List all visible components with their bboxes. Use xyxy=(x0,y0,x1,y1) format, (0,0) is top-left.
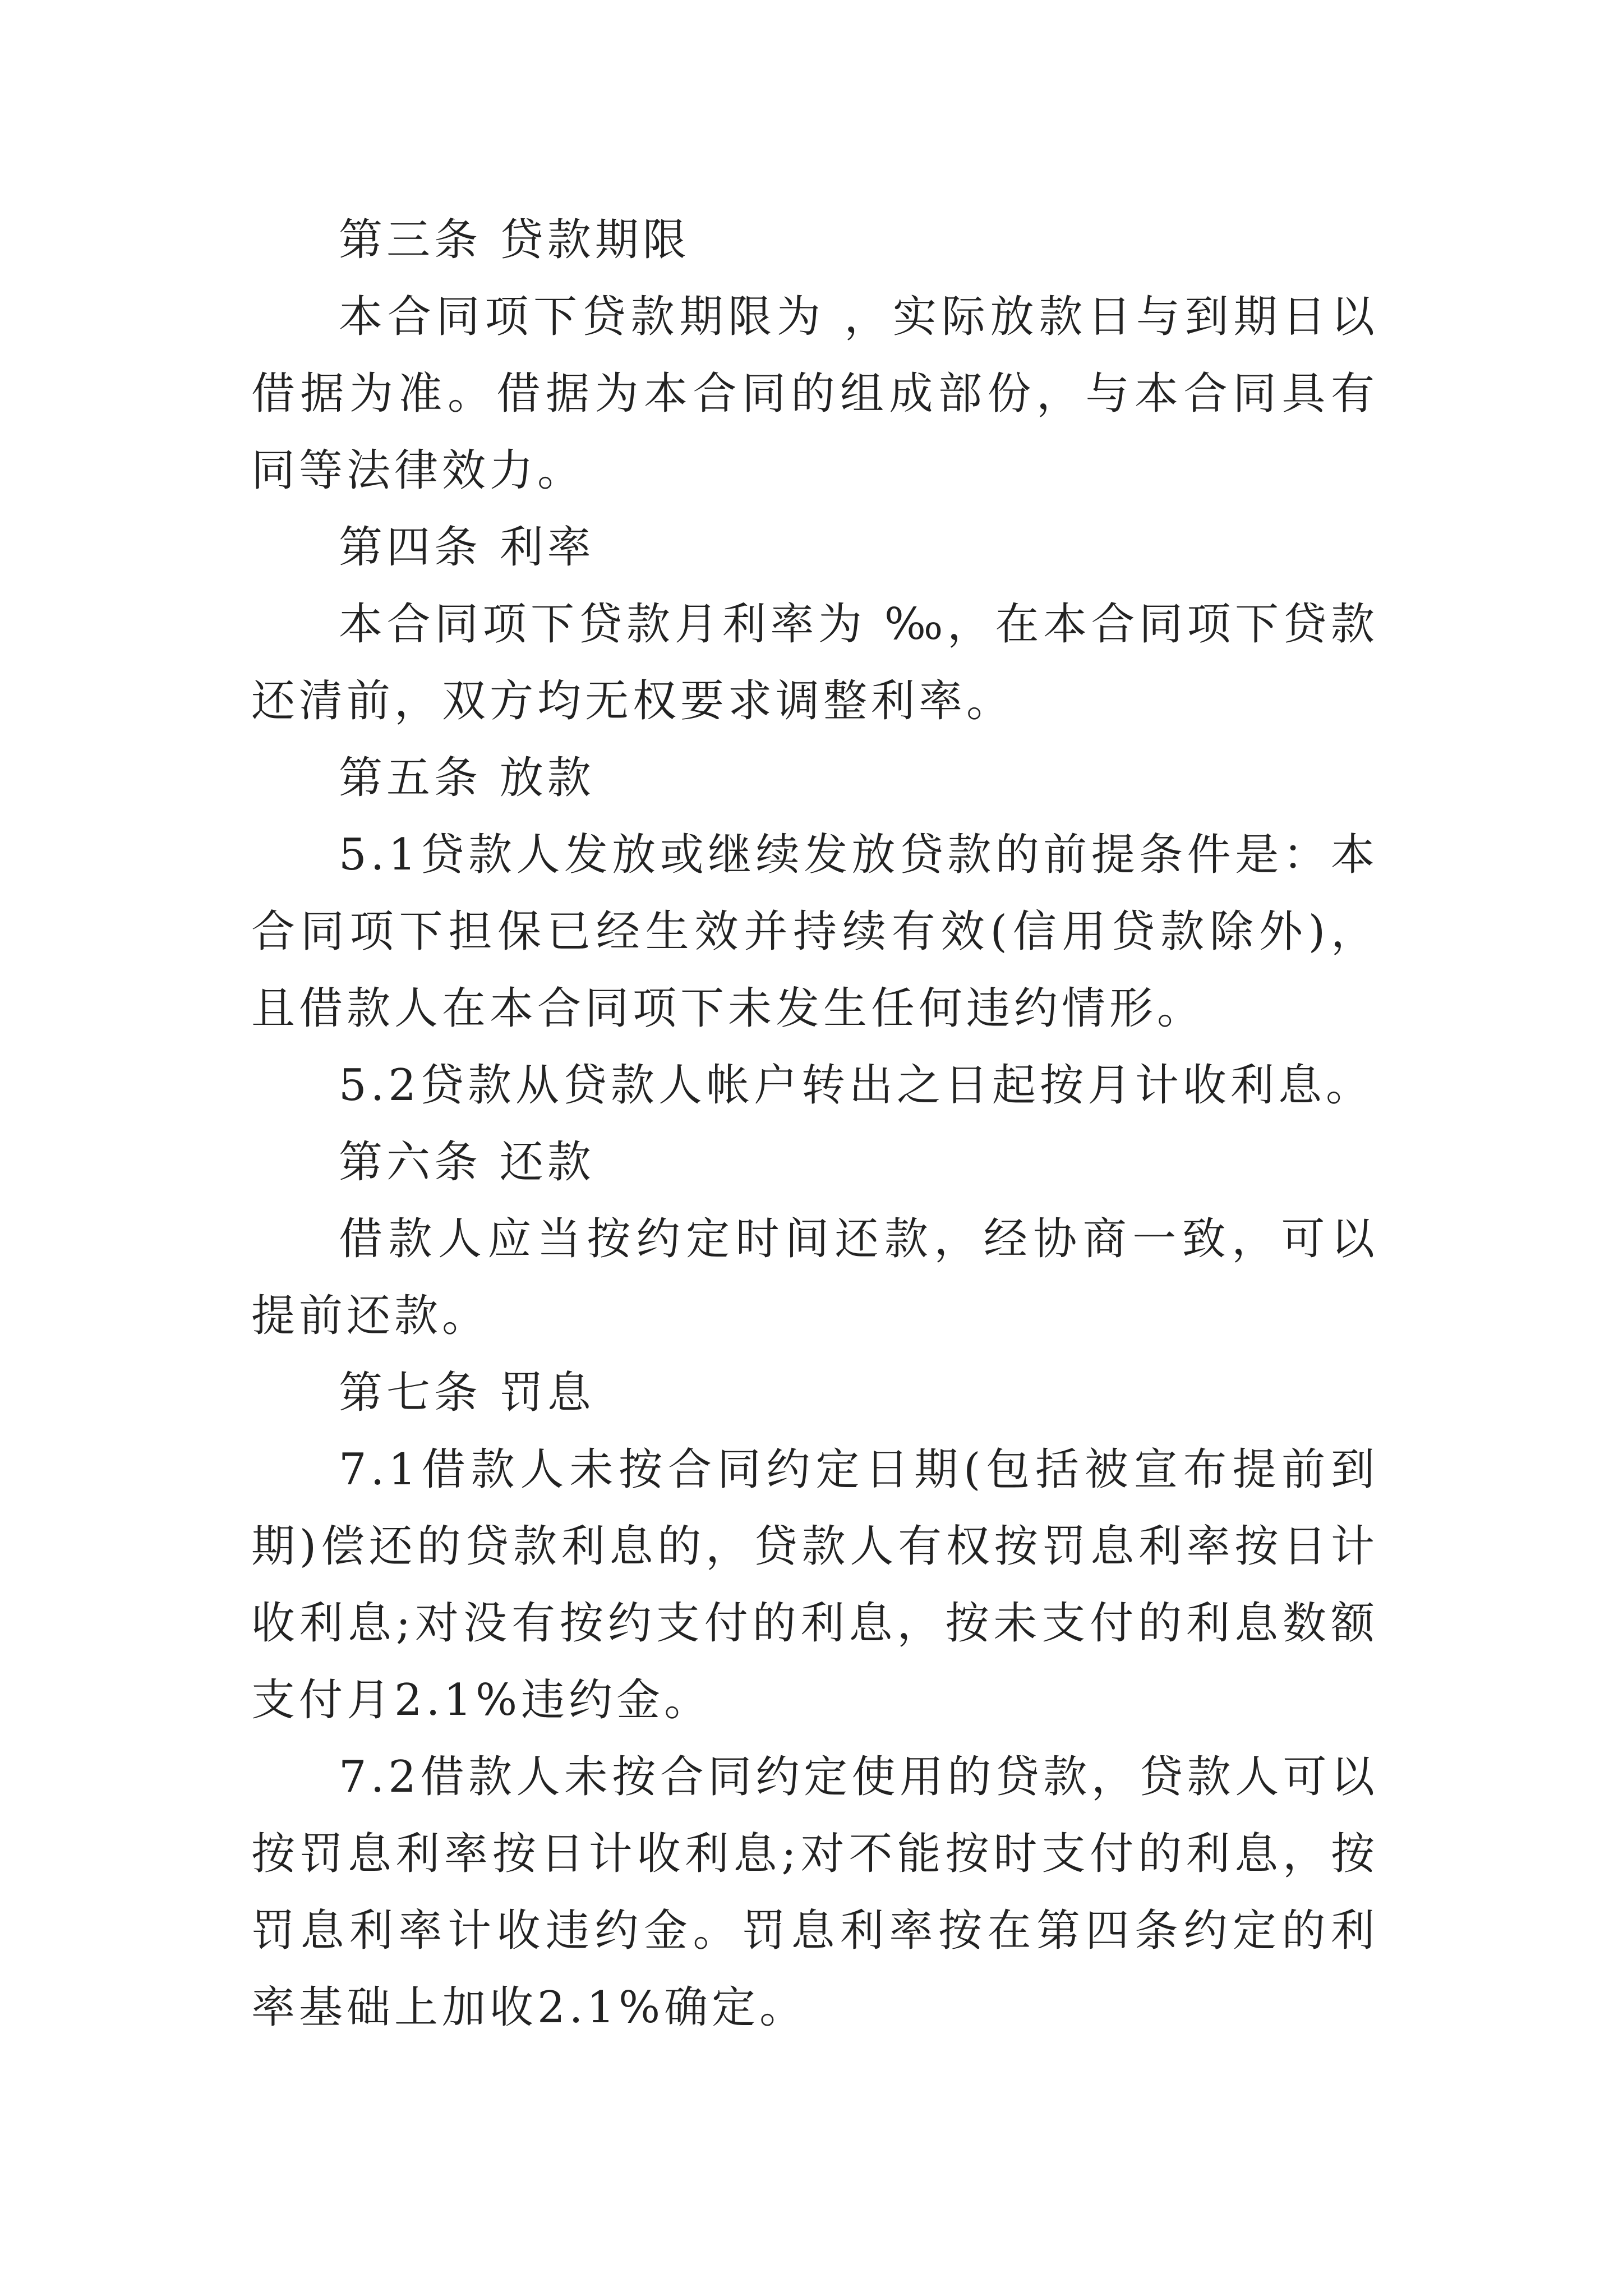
article-4-paragraph: 本合同项下贷款月利率为 ‰，在本合同项下贷款还清前，双方均无权要求调整利率。 xyxy=(251,599,1378,726)
article-4-heading: 第四条 利率 xyxy=(339,522,595,573)
clause-7-1-paragraph: 7.1借款人未按合同约定日期(包括被宣布提前到期)偿还的贷款利息的，贷款人有权按罚息利率按日计收利息;对没有按约支付的利息，按未支付的利息数额支付月2.1%违约金。 xyxy=(251,1444,1378,1726)
clause-5-1-paragraph: 5.1贷款人发放或继续发放贷款的前提条件是：本合同项下担保已经生效并持续有效(信用贷款除外)， 且借款人在本合同项下未发生任何违约情形。 xyxy=(251,830,1378,1034)
article-3-heading: 第三条 贷款期限 xyxy=(339,215,690,265)
contract-body xyxy=(251,202,1378,2046)
clause-5-2-paragraph: 5.2贷款从贷款人帐户转出之日起按月计收利息。 xyxy=(339,1060,1374,1111)
article-3-paragraph: 本合同项下贷款期限为 ，实际放款日与到期日以借据为准。借据为本合同的组成部份，与本合同具有同等法律效力。 xyxy=(251,292,1378,496)
article-6-paragraph: 借款人应当按约定时间还款，经协商一致，可以提前还款。 xyxy=(251,1214,1378,1341)
article-6-heading: 第六条 还款 xyxy=(339,1137,595,1188)
clause-7-2-paragraph: 7.2借款人未按合同约定使用的贷款，贷款人可以按罚息利率按日计收利息;对不能按时支付的利息，按罚息利率计收违约金。罚息利率按在第四条约定的利率基础上加收2.1%确定。 xyxy=(251,1752,1378,2033)
article-5-heading: 第五条 放款 xyxy=(339,753,595,803)
article-7-heading: 第七条 罚息 xyxy=(339,1368,595,1418)
